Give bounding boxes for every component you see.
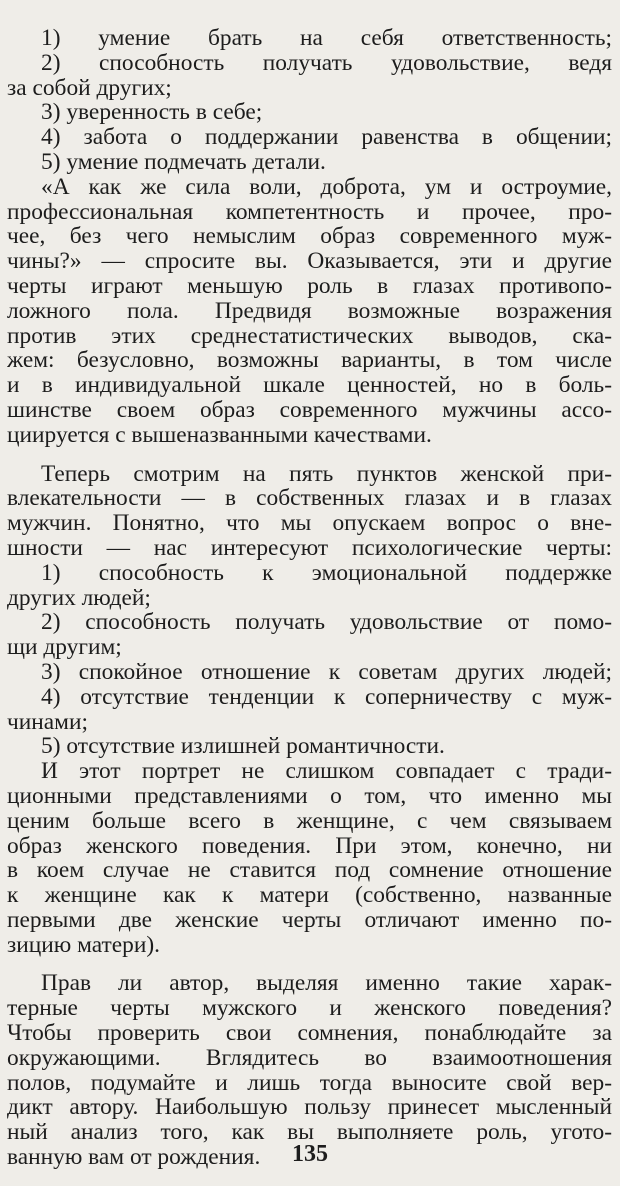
text-line: чинами; [7, 709, 88, 735]
text-line: 3) спокойное отношение к советам других людей; [41, 659, 612, 685]
text-line: ванную вам от рождения. [7, 1145, 261, 1170]
text-line: щи другим; [7, 635, 122, 660]
text-line: чее, без чего немыслим образ современного муж- [7, 224, 612, 250]
paragraph-gap [7, 448, 612, 462]
text-line: 2) способность получать удовольствие от помо- [41, 610, 612, 636]
text-line: шности — нас интересуют психологические черты: [7, 535, 612, 561]
text-block-male-traits [7, 26, 612, 448]
text-line: профессиональная компетентность и прочее, про- [7, 199, 612, 225]
text-line: других людей; [7, 585, 151, 611]
text-line: 5) отсутствие излишней романтичности. [41, 734, 445, 760]
text-line: влекательности — в собственных глазах и в глазах [7, 486, 612, 512]
text-line: чины?» — спросите вы. Оказывается, эти и другие [7, 249, 612, 274]
text-line: шинстве своем образ современного мужчины ассо- [7, 397, 612, 423]
text-line: ценим больше всего в женщине, с чем связываем [7, 808, 612, 834]
text-line: Теперь смотрим на пять пунктов женской при- [41, 461, 612, 487]
text-line: дикт автору. Наибольшую пользу принесет мысленный [7, 1095, 612, 1121]
text-line: жем: безусловно, возможны варианты, в том числе [7, 348, 612, 374]
text-line: полов, подумайте и лишь тогда выносите свой вер- [7, 1070, 612, 1096]
text-line: 5) умение подмечать детали. [41, 149, 326, 175]
text-line: терные черты мужского и женского поведения? [7, 996, 612, 1022]
text-line: образ женского поведения. При этом, конечно, ни [7, 833, 612, 859]
text-line: в коем случае не ставится под сомнение отношение [7, 858, 612, 884]
text-block-female-traits [7, 462, 612, 958]
text-line: циируется с вышеназванными качествами. [7, 422, 432, 448]
text-line: к женщине как к матери (собственно, названные [7, 883, 612, 908]
text-line: Чтобы проверить свои сомнения, понаблюдайте за [7, 1021, 612, 1046]
text-line: 1) умение брать на себя ответственность; [41, 26, 612, 51]
text-line: 3) уверенность в себе; [41, 100, 263, 126]
text-line: зицию матери). [7, 932, 160, 958]
text-line: Прав ли автор, выделяя именно такие харак- [41, 971, 612, 997]
text-line: первыми две женские черты отличают именно по- [7, 907, 612, 933]
text-line: и в индивидуальной шкале ценностей, но в боль- [7, 373, 612, 398]
paragraph-gap [7, 957, 612, 971]
text-line: ный анализ того, как вы выполняете роль, угото- [7, 1120, 612, 1146]
text-line: против этих среднестатистических выводов, ска- [7, 323, 612, 349]
text-line: 4) забота о поддержании равенства в общении; [41, 125, 612, 150]
text-line: за собой других; [7, 75, 172, 101]
text-line: 1) способность к эмоциональной поддержке [41, 560, 612, 586]
text-line: черты играют меньшую роль в глазах противопо- [7, 273, 612, 299]
text-line: 2) способность получать удовольствие, ведя [41, 50, 612, 76]
text-line: «А как же сила воли, доброта, ум и остроумие, [41, 174, 612, 200]
text-line: 4) отсутствие тенденции к соперничеству с муж- [41, 684, 612, 710]
text-line: ционными представлениями о том, что именно мы [7, 783, 612, 809]
text-line: мужчин. Понятно, что мы опускаем вопрос о вне- [7, 511, 612, 536]
text-line: ложного пола. Предвидя возможные возражения [7, 298, 612, 324]
text-line: И этот портрет не слишком совпадает с тради- [41, 759, 612, 784]
page-number: 135 [292, 1141, 328, 1167]
text-line: окружающими. Вглядитесь во взаимоотношения [7, 1045, 612, 1071]
